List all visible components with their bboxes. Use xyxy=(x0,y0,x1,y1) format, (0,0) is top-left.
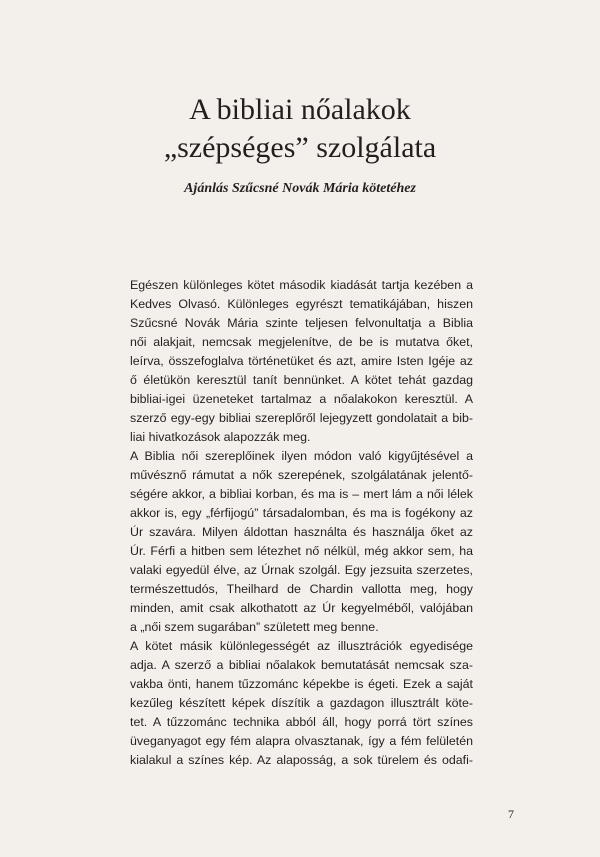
text-line: kezűleg készített képek díszítik a gazdagon illusztrált köte- xyxy=(130,696,473,710)
text-line: Kedves Olvasó. Különleges egyrészt tematikájában, hiszen xyxy=(130,297,473,311)
text-line: Egészen különleges kötet második kiadását tartja kezében a xyxy=(130,278,473,292)
text-line: szerző egy-egy bibliai szereplőről lejegyzett gondolatait a bib- xyxy=(130,411,473,425)
text-line: a „női szem sugarában” született meg benne. xyxy=(130,620,379,634)
text-line: női alakjait, nemcsak megjelenítve, de be is mutatva őket, xyxy=(130,335,473,349)
text-line: bibliai-igei üzeneteket tartalmaz a nőalakokon keresztül. A xyxy=(130,392,473,406)
text-line: üveganyagot egy fém alapra olvasztanak, így a fém felületén xyxy=(130,734,473,748)
text-line: adja. A szerző a bibliai nőalakok bemutatását nemcsak sza- xyxy=(130,658,473,672)
text-line: Úr. Férfi a hitben sem létezhet nő nélkül, még akkor sem, ha xyxy=(130,544,473,558)
text-line: A kötet másik különlegességét az illusztrációk egyedisége xyxy=(130,639,473,653)
text-line: akkor is, egy „férfijogú” társadalomban, és ma is fogékony az xyxy=(130,506,473,520)
text-line: A Biblia női szereplőinek ilyen módon való kigyűjtésével a xyxy=(130,449,473,463)
text-line: vakba önti, hanem tűzzománc képekbe is égeti. Ezek a saját xyxy=(130,677,473,691)
text-line: liai hivatkozások alapozzák meg. xyxy=(130,430,311,444)
text-line: tet. A tűzzománc technika abból áll, hogy porrá tört színes xyxy=(130,715,473,729)
text-line: leírva, összefoglalva történetüket és azt, amire Isten Igéje az xyxy=(130,354,473,368)
page-subtitle: Ajánlás Szűcsné Novák Mária kötetéhez xyxy=(184,181,416,196)
text-line: Úr szavára. Milyen áldottan használta és használja őket az xyxy=(130,525,473,539)
text-line: művésznő rámutat a nők szerepének, szolgálatának jelentő- xyxy=(130,468,473,482)
text-line: kialakul a színes kép. Az alaposság, a sok türelem és odafi- xyxy=(130,753,473,767)
text-line: Szűcsné Novák Mária szinte teljesen felvonultatja a Biblia xyxy=(130,316,473,330)
text-line: minden, amit csak alkothatott az Úr kegyelméből, valójában xyxy=(130,601,473,615)
text-line: természettudós, Theilhard de Chardin vallotta meg, hogy xyxy=(130,582,473,596)
text-line: ő életükön keresztül tanít bennünket. A kötet tehát gazdag xyxy=(130,373,473,387)
text-line: valaki egyedül élve, az Úrnak szolgál. Egy jezsuita szerzetes, xyxy=(130,563,473,577)
title-line-1: A bibliai nőalakok xyxy=(189,93,411,126)
page-number: 7 xyxy=(508,807,514,821)
page-title xyxy=(0,91,600,167)
body-text xyxy=(130,276,473,770)
text-line: ségére akkor, a bibliai korban, és ma is – mert lám a női lélek xyxy=(130,487,473,501)
title-line-2: „szépséges” szolgálata xyxy=(163,131,437,164)
